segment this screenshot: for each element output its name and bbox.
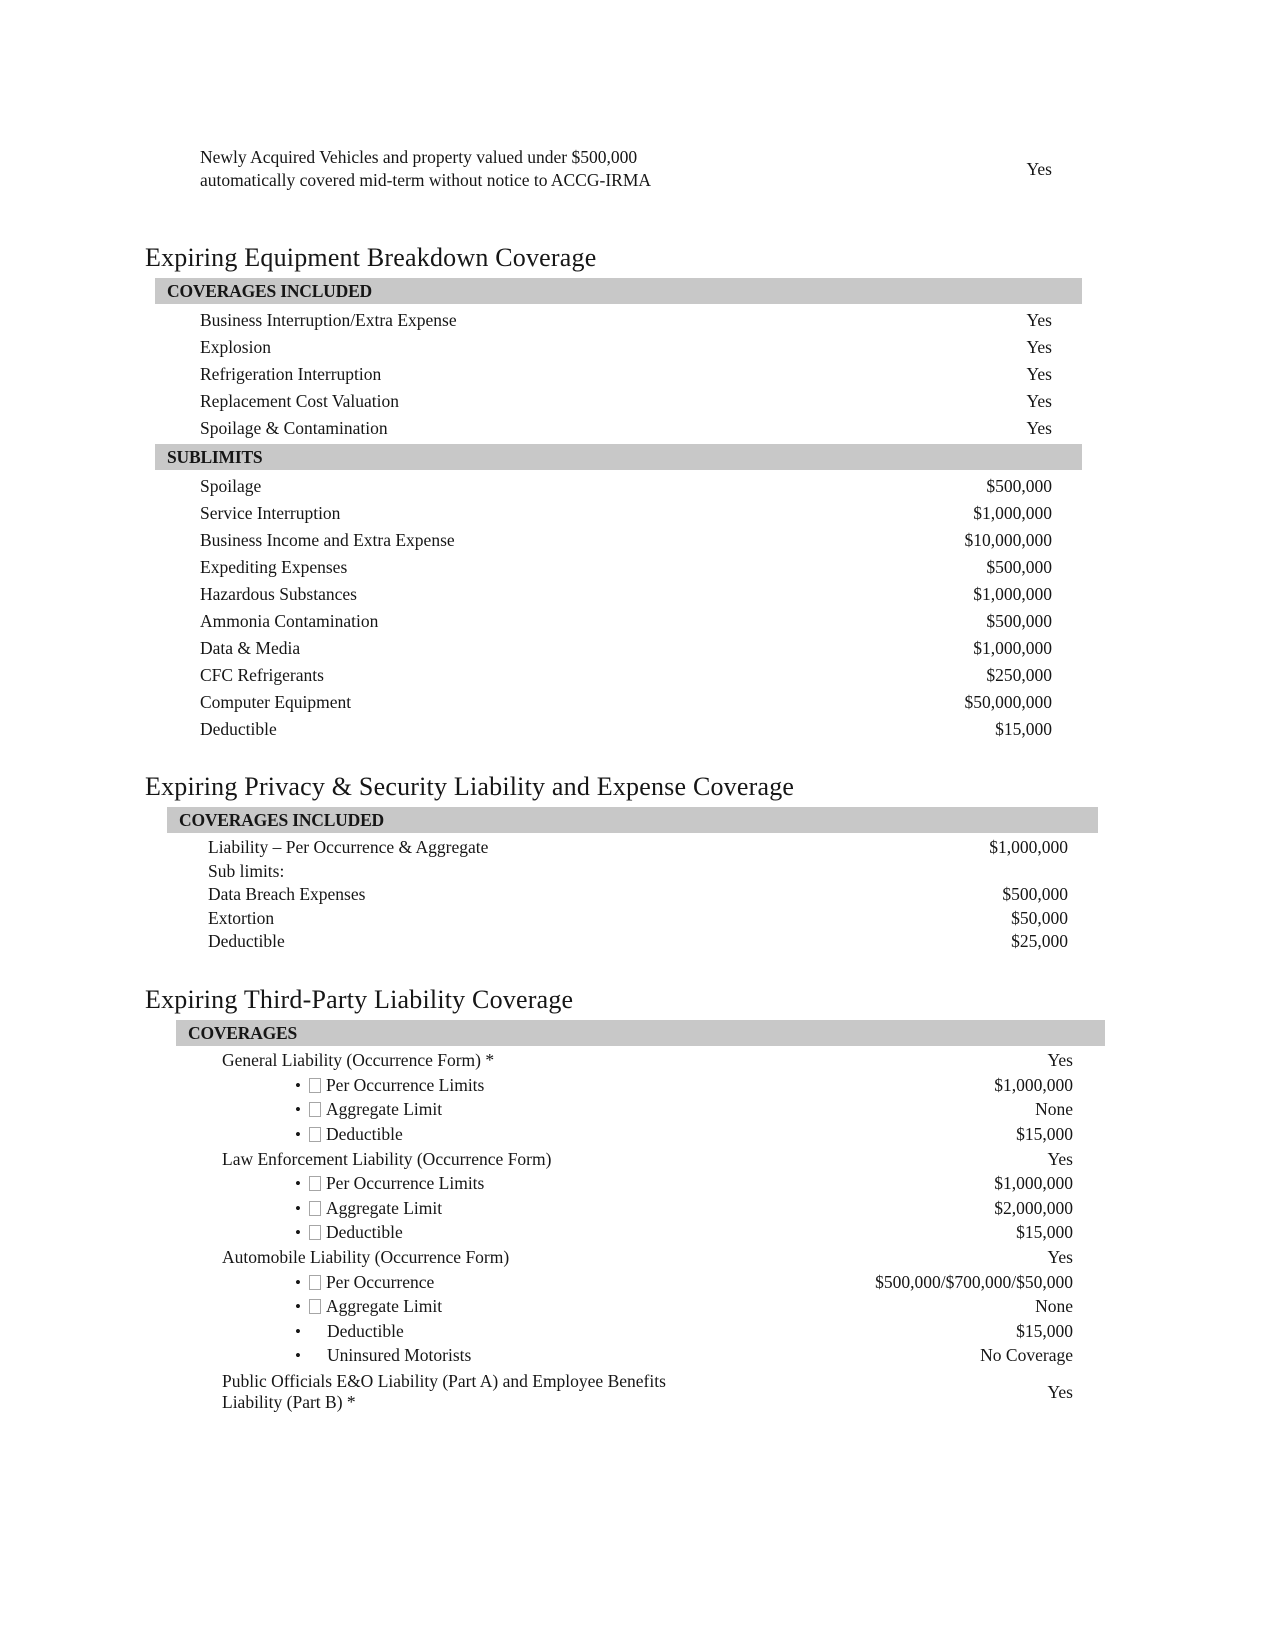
bullet-icon: • [295, 1298, 326, 1315]
row-value: $15,000 [1016, 1222, 1073, 1243]
row-value: $500,000 [986, 557, 1052, 577]
row-label: Data & Media [200, 638, 301, 658]
row-value: $25,000 [1011, 931, 1068, 952]
table-row [145, 500, 1100, 527]
row-label: CFC Refrigerants [200, 665, 324, 685]
table-row [145, 689, 1100, 716]
row-label: Spoilage & Contamination [200, 418, 388, 438]
row-value: $500,000 [986, 611, 1052, 631]
row-label: Deductible [208, 931, 285, 952]
table-row [145, 1171, 1100, 1196]
table-row [145, 1245, 1100, 1270]
section-title: Expiring Third-Party Liability Coverage [145, 984, 574, 1014]
row-value: $1,000,000 [973, 584, 1052, 604]
table-row [145, 473, 1100, 500]
row-value: Yes [1026, 364, 1052, 384]
intro-coverage-row [145, 146, 1100, 192]
row-label: Deductible [325, 1222, 403, 1243]
row-label: Replacement Cost Valuation [200, 391, 399, 411]
bullet-icon: • [295, 1175, 326, 1192]
table-row [145, 1368, 1100, 1416]
checkbox-glyph-icon [309, 1275, 321, 1290]
row-value: No Coverage [980, 1345, 1073, 1366]
row-value: Yes [1026, 337, 1052, 357]
row-label: General Liability (Occurrence Form) * [222, 1050, 495, 1071]
row-value: None [1035, 1296, 1073, 1317]
row-value: $1,000,000 [973, 503, 1052, 523]
row-label: Deductible [326, 1320, 404, 1341]
row-label: Business Income and Extra Expense [200, 530, 455, 550]
row-value: $1,000,000 [994, 1074, 1073, 1095]
row-value: $250,000 [986, 665, 1052, 685]
table-row [145, 1049, 1100, 1074]
checkbox-glyph-icon [309, 1102, 321, 1117]
table-row [145, 1270, 1100, 1295]
row-value: $15,000 [1016, 1124, 1073, 1145]
row-label: Refrigeration Interruption [200, 364, 382, 384]
bullet-icon: • [295, 1224, 326, 1241]
coverage-section [145, 772, 1100, 956]
row-value: Yes [1047, 1247, 1073, 1268]
table-row [145, 907, 1100, 931]
row-label: Aggregate Limit [325, 1099, 443, 1120]
table-row [145, 1221, 1100, 1246]
row-label: Spoilage [200, 476, 262, 496]
row-value: $1,000,000 [973, 638, 1052, 658]
row-value: Yes [1047, 1050, 1073, 1071]
table-row [145, 716, 1100, 743]
row-label: Extortion [208, 907, 275, 928]
row-label: Law Enforcement Liability (Occurrence Form) [222, 1148, 552, 1169]
row-label: Per Occurrence [325, 1271, 435, 1292]
table-row [145, 1319, 1100, 1344]
checkbox-glyph-icon [309, 1127, 321, 1142]
intro-coverage-value: Yes [1026, 158, 1052, 179]
row-label: Deductible [325, 1124, 403, 1145]
bullet-icon: • [295, 1346, 301, 1366]
row-value: Yes [1026, 391, 1052, 411]
row-value: Yes [1026, 310, 1052, 330]
row-value: $1,000,000 [989, 837, 1068, 858]
table-row [145, 415, 1100, 442]
table-row [145, 1294, 1100, 1319]
row-label: Deductible [200, 719, 277, 739]
section-title: Expiring Privacy & Security Liability and Expense Coverage [145, 772, 795, 801]
coverage-sections [145, 243, 1100, 1418]
row-value: Yes [1026, 418, 1052, 438]
table-row [145, 388, 1100, 415]
row-value: Yes [1047, 1148, 1073, 1169]
table-row [145, 635, 1100, 662]
group-header-bar: SUBLIMITS [155, 444, 1082, 470]
table-row [145, 860, 1100, 884]
table-row [145, 883, 1100, 907]
row-value: $15,000 [1016, 1320, 1073, 1341]
row-value: $15,000 [995, 719, 1052, 739]
group-header-bar: COVERAGES [176, 1020, 1105, 1046]
bullet-icon: • [295, 1126, 326, 1143]
bullet-icon: • [295, 1101, 326, 1118]
section-title: Expiring Equipment Breakdown Coverage [145, 243, 597, 272]
group-rows [145, 1046, 1100, 1419]
row-label: Service Interruption [200, 503, 341, 523]
row-label: Business Interruption/Extra Expense [200, 310, 457, 330]
table-row [145, 581, 1100, 608]
row-label: Expediting Expenses [200, 557, 348, 577]
row-label: Sub limits: [208, 860, 285, 881]
checkbox-glyph-icon [309, 1299, 321, 1314]
row-label: Explosion [200, 337, 271, 357]
intro-coverage-label: Newly Acquired Vehicles and property valued under $500,000 automatically covered mid-term without notice to ACCG-IRMA [200, 147, 652, 190]
group-header-bar: COVERAGES INCLUDED [167, 807, 1098, 833]
row-label: Data Breach Expenses [208, 884, 366, 905]
table-row [145, 1073, 1100, 1098]
row-value: $10,000,000 [964, 530, 1052, 550]
row-value: $500,000 [1002, 884, 1068, 905]
table-row [145, 662, 1100, 689]
checkbox-glyph-icon [309, 1201, 321, 1216]
checkbox-glyph-icon [309, 1225, 321, 1240]
coverage-section [145, 243, 1100, 745]
row-label: Per Occurrence Limits [325, 1074, 485, 1095]
table-row [145, 1344, 1100, 1369]
row-value: None [1035, 1099, 1073, 1120]
row-label: Ammonia Contamination [200, 611, 379, 631]
table-row [145, 1147, 1100, 1172]
row-label: Aggregate Limit [325, 1197, 443, 1218]
table-row [145, 554, 1100, 581]
table-row [145, 334, 1100, 361]
bullet-icon: • [295, 1077, 326, 1094]
table-row [145, 1122, 1100, 1147]
row-value: $50,000,000 [964, 692, 1052, 712]
row-value: Yes [1047, 1381, 1073, 1402]
table-row [145, 527, 1100, 554]
row-label: Automobile Liability (Occurrence Form) [222, 1247, 510, 1268]
table-row [145, 361, 1100, 388]
document-content [145, 146, 1100, 1418]
group-rows [145, 304, 1100, 444]
row-value: $50,000 [1011, 907, 1068, 928]
table-row [145, 1196, 1100, 1221]
group-header-bar: COVERAGES INCLUDED [155, 278, 1082, 304]
bullet-icon: • [295, 1274, 326, 1291]
row-value: $1,000,000 [994, 1173, 1073, 1194]
checkbox-glyph-icon [309, 1078, 321, 1093]
table-row [145, 307, 1100, 334]
bullet-icon: • [295, 1200, 326, 1217]
row-label: Liability – Per Occurrence & Aggregate [208, 837, 489, 858]
coverage-section [145, 985, 1100, 1419]
row-value: $500,000 [986, 476, 1052, 496]
table-row [145, 930, 1100, 954]
row-label: Uninsured Motorists [326, 1345, 472, 1366]
group-rows [145, 470, 1100, 745]
row-value: $500,000/$700,000/$50,000 [875, 1271, 1073, 1292]
row-label: Hazardous Substances [200, 584, 357, 604]
group-rows [145, 833, 1100, 956]
row-label: Per Occurrence Limits [325, 1173, 485, 1194]
row-label: Public Officials E&O Liability (Part A) and Employee Benefits Liability (Part B) * [222, 1371, 666, 1413]
table-row [145, 608, 1100, 635]
row-label: Computer Equipment [200, 692, 352, 712]
checkbox-glyph-icon [309, 1176, 321, 1191]
row-label: Aggregate Limit [325, 1296, 443, 1317]
row-value: $2,000,000 [994, 1197, 1073, 1218]
table-row [145, 1098, 1100, 1123]
bullet-icon: • [295, 1321, 301, 1341]
table-row [145, 836, 1100, 860]
